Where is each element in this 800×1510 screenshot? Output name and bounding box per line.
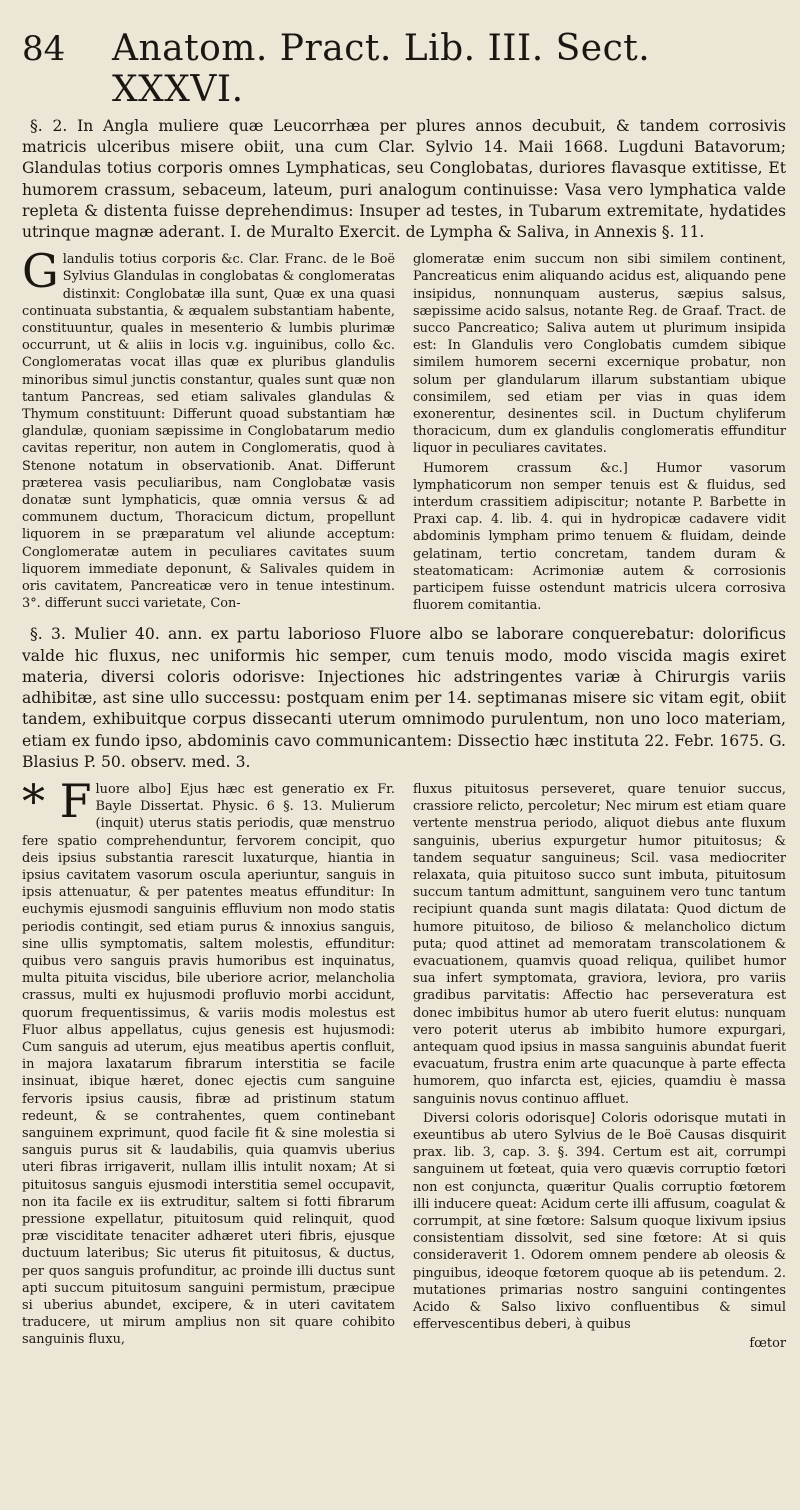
paragraph: Humorem crassum &c.] Humor vasorum lymphaticorum non semper tenuis est & fluidus, sed interdum crassitiem adipiscitur; notante P. Barbette in Praxi cap. 4. lib. 4. qui in hydropicæ cadavere vidit abdominis lympham primo tenuem & fluidam, deinde gelatinam, tertio concretam, tandem duram & steatomaticam: Acrimoniæ autem & corrosionis participem fuisse ostendunt matricis ulcera corrosiva fluorem comitantia.: [413, 460, 786, 614]
commentary-2-right: [413, 781, 786, 1353]
commentary-2-left: [22, 773, 395, 1353]
page-number: 84: [22, 29, 66, 69]
commentary-1-right: [413, 251, 786, 614]
commentary-2: [22, 773, 786, 1353]
paragraph: Diversi coloris odorisque] Coloris odorisque mutati in exeuntibus ab utero Sylvius de le Boë Causas disquirit prax. lib. 3, cap. 3. §. 394. Certum est ait, corrumpi sanguinem ut fœteat, quia vero quævis corruptio fœtori non est conjuncta, quæritur Qualis corruptio fœtorem illi inducere queat: Acidum certe illi affusum, coagulat & corrumpit, at sine fœtore: Salsum quoque lixivum ipsius consistentiam dissolvit, sed sine fœtore: At si quis consideraverit 1. Odorem omnem pendere ab oleosis & pinguibus, ideoque fœtorem quoque ab iis petendum. 2. mutationes primarias nostro sanguini contingentes Acido & Salso lixivo confluentibus & simul effervescentibus deberi, à quibus: [413, 1110, 786, 1333]
paragraph: glomeratæ enim succum non sibi similem continent, Pancreaticus enim aliquando acidus est, aliquando pene insipidus, nonnunquam austerus, sæpius salsus, sæpissime acido salsus, notante Reg. de Graaf. Tract. de succo Pancreatico; Saliva autem ut plurimum insipida est: In Glandulis vero Conglobatis cumdem sibique similem humorem secerni excernique probatur, non solum per glandularum illarum substantiam ubique consimilem, sed etiam per vias in quas idem exonerentur, desinentes scil. in Ductum chyliferum thoracicum, dum ex glandulis conglomeratis effunditur liquor in peculiares cavitates.: [413, 252, 786, 457]
dropcap: * F: [22, 773, 92, 828]
paragraph: luore albo] Ejus hæc est generatio ex Fr. Bayle Dissertat. Physic. 6 §. 13. Mulierum (inquit) uterus statis periodis, quæ menstruo fere spatio comprehenduntur, fervorem concipit, quo deis ipsius substantia rarescit luxaturque, hiantia in ipsius cavitatem vasorum oscula aperiuntur, sanguis in ipsis attenuatur, & per patentes meatus effunditur: In euchymis ejusmodi sanguinis effluvium non modo statis periodis contingit, sed etiam purus & innoxius sanguis, sine ullis symptomatis, saltem molestis, effunditur: quibus vero sanguis pravis humoribus est inquinatus, multa pituita viscidus, bile uberiore acrior, melancholia crassus, multi ex hujusmodi profluvio morbi accidunt, quorum frequentissimus, & variis modis molestus est Fluor albus appellatus, cujus genesis est hujusmodi: Cum sanguis ad uterum, ejus meatibus apertis confluit, in majora laxatarum fibrarum interstitia se facile insinuat, ibique hæret, donec ejectis cum sanguine fervoris ipsius causis, fibræ ad pristinum statum redeunt, & se contrahentes, quem continebant sanguinem exprimunt, quod facile fit & sine molestia si sanguis purus sit & laudabilis, quia quamvis uberius uteri fibras irrigaverit, nullam illis intulit noxam; At si pituitosus sanguis ejusmodi interstitia semel occupavit, non ita facile ex iis extruditur, saltem si fotti fibrarum pressione expellatur, pituitosum quid relinquit, quod præ visciditate tenaciter adhæret uteri fibris, ejusque ductuum lateribus; Sic uterus fit pituitosus, & ductus, per quos sanguis profunditur, ac proinde illi ductus sunt apti succum pituitosum sanguini permistum, præcipue si uberius abundet, excipere, & in uteri cavitatem traducere, ut mirum amplius non sit quare cohibito sanguinis fluxu,: [22, 781, 395, 1348]
paragraph: landulis totius corporis &c. Clar. Franc. de le Boë Sylvius Glandulas in conglobatas & conglomeratas distinxit: Conglobatæ illa sunt, Quæ ex una quasi continuata substantia, & æqualem substantiam habente, constituuntur, quales in mesenterio & lumbis plurimæ occurrunt, ut & aliis in locis v.g. inguinibus, collo &c. Conglomeratas vocat illas quæ ex pluribus glandulis minoribus simul junctis constantur, quales sunt quæ non tantum Pancreas, sed etiam salivales glandulas & Thymum constituunt: Differunt quoad substantiam hæ glandulæ, quoniam sæpissime in Conglobatarum medio cavitas reperitur, non autem in Conglomeratis, quod à Stenone notatum in observationib. Anat. Differunt præterea vasis peculiaribus, nam Conglobatæ vasis donatæ sunt lymphaticis, quæ omnia versus & ad communem ductum, Thoracicum dictum, propellunt liquorem in se præparatum vel aliunde acceptum: Conglomeratæ autem in peculiares cavitates suum liquorem immediate deponunt, & Salivales quidem in oris cavitatem, Pancreaticæ vero in tenue intestinum. 3°. differunt succi varietate, Con-: [22, 252, 395, 612]
commentary-1-left: [22, 244, 395, 614]
catchword: fœtor: [749, 1336, 786, 1352]
paragraph: fluxus pituitosus perseveret, quare tenuior succus, crassiore relicto, percoletur; Nec mirum est etiam quare vertente menstrua periodo, aliquot diebus ante fluxum sanguinis, uberius expurgetur humor pituitosus; & tandem sequatur sanguineus; Scil. vasa mediocriter relaxata, quia pituitoso succo sunt imbuta, pituitosum succum tantum admittunt, sanguinem vero tunc tantum recipiunt quanda sunt magis dilatata: Quod dictum de humore pituitoso, de bilioso & melancholico dictum puta; quod attinet ad memoratam transcolationem & evacuationem, quamvis quoad reliqua, quilibet humor sua infert symptomata, graviora, leviora, pro variis gradibus parvitatis: Affectio hac perseveratura est donec imbibitus humor ab utero fuerit elutus: nunquam vero poterit uterus ab imbibito humore expurgari, antequam quod ipsius in massa sanguinis abundat fuerit evacuatum, frustra enim arte quacunque à parte effecta humorem, quo infarcta est, ejicies, quamdiu è massa sanguinis novus continuo affluet.: [413, 781, 786, 1107]
commentary-1: [22, 244, 786, 614]
running-head: Anatom. Pract. Lib. III. Sect. XXXVI.: [112, 28, 651, 110]
dropcap: G: [22, 244, 59, 299]
section-3-text: §. 3. Mulier 40. ann. ex partu laborioso Fluore albo se laborare conquerebatur: dolorificus valde hic fluxus, nec uniformis hic semper, cum tenuis modo, modo viscida magis exiret materia, diversi coloris odorisve: Injectiones hic adstringentes variæ à Chirurgis variis adhibitæ, ast sine ullo successu: postquam enim per 14. septimanas misere sic vitam egit, obiit tandem, exhibuitque corpus dissecanti uterum omnimodo purulentum, non uno loco materiam, etiam ex fundo ipso, abdominis cavo communicantem: Dissectio hæc instituta 22. Febr. 1675. G. Blasius P. 50. observ. med. 3.: [22, 625, 786, 771]
page-header: [22, 28, 786, 110]
section-2-text: §. 2. In Angla muliere quæ Leucorrhæa per plures annos decubuit, & tandem corrosivis matricis ulceribus misere obiit, una cum Clar. Sylvio 14. Maii 1668. Lugduni Batavorum; Glandulas totius corporis omnes Lymphaticas, seu Conglobatas, duriores flavasque extitisse, Et humorem crassum, sebaceum, lateum, puri analogum continuisse: Vasa vero lymphatica valde repleta & distenta fuisse deprehendimus: Insuper ad testes, in Tubarum extremitate, hydatides utrinque magnæ aderant. I. de Muralto Exercit. de Lympha & Saliva, in Annexis §. 11.: [22, 117, 786, 242]
